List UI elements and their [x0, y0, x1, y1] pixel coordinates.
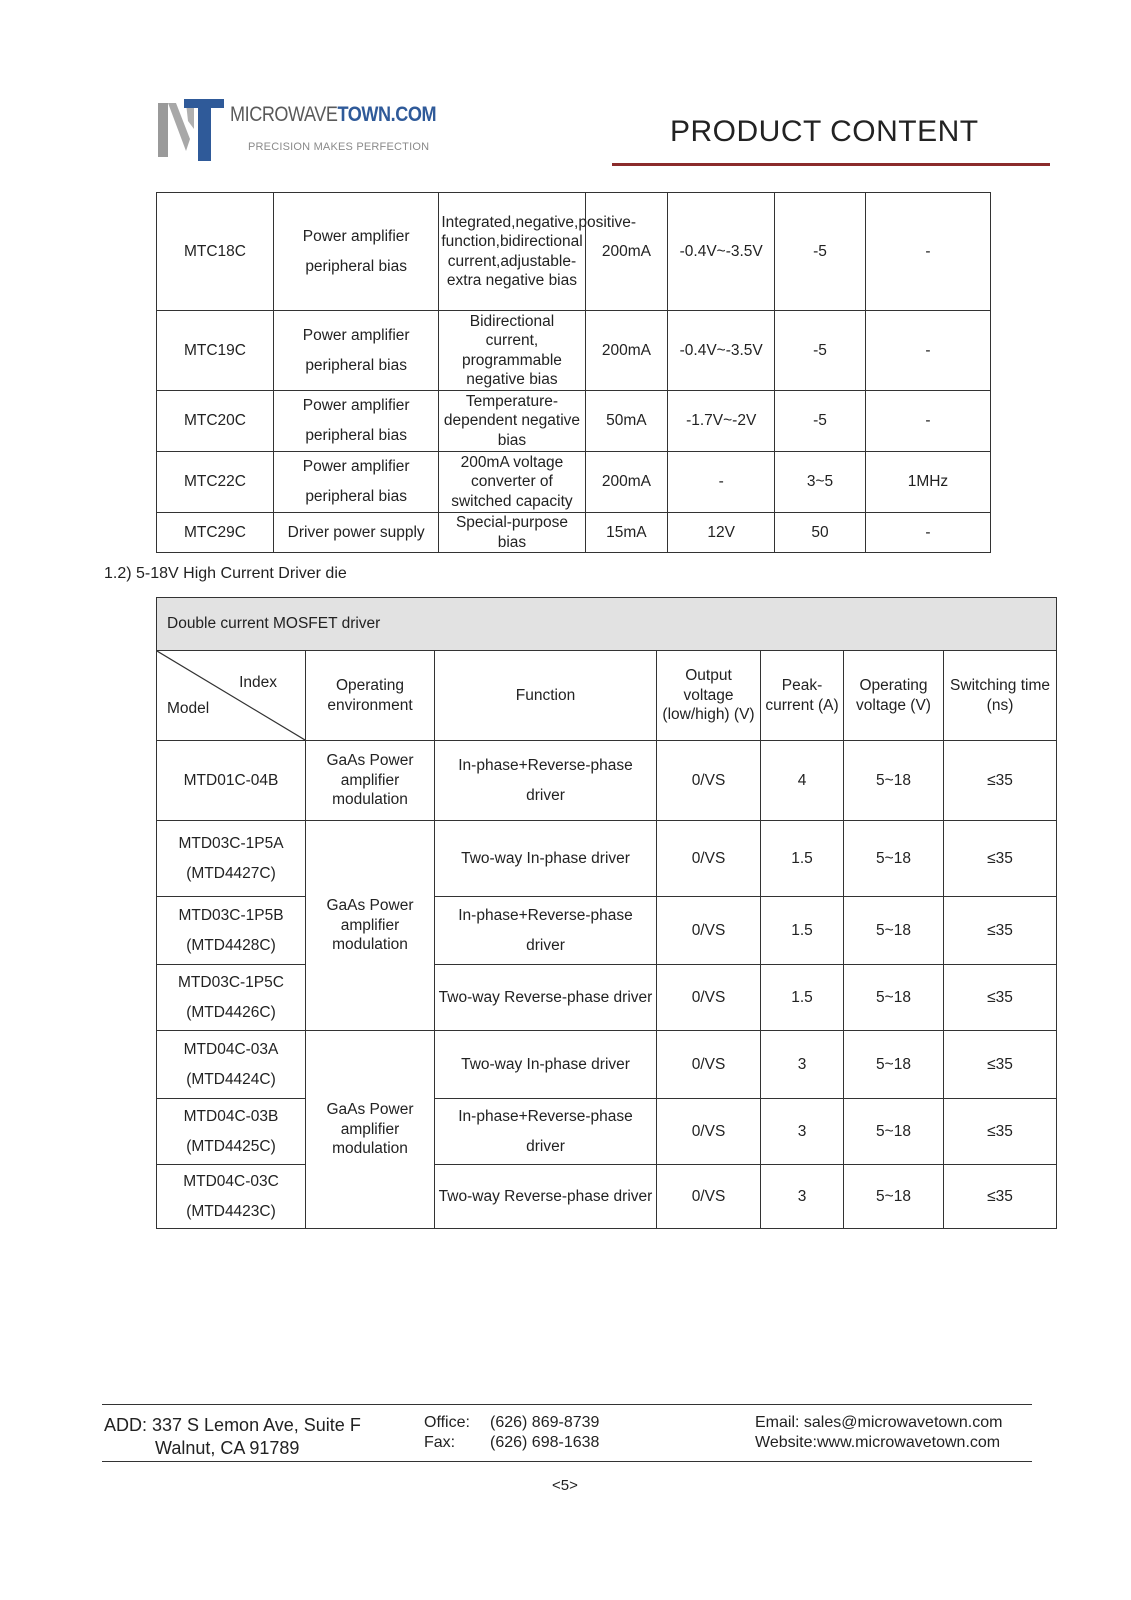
peak-current-cell: 4: [761, 741, 844, 821]
output-voltage-cell: 0/VS: [657, 1165, 761, 1229]
email: Email: sales@microwavetown.com: [755, 1414, 1003, 1431]
output-voltage-cell: 0/VS: [657, 1099, 761, 1165]
table-row: [157, 897, 1057, 965]
voltage-cell: -0.4V~-3.5V: [668, 311, 775, 391]
current-cell: 50mA: [585, 391, 668, 452]
function-cell: 200mA voltage converter of switched capacity: [439, 452, 585, 513]
title-divider: [612, 163, 1050, 166]
switching-time-cell: ≤35: [944, 821, 1057, 897]
office-label: Office:: [424, 1414, 470, 1431]
model-alias: (MTD4424C): [186, 1070, 276, 1088]
peak-current-cell: 1.5: [761, 821, 844, 897]
company-logo: [158, 99, 448, 161]
output-voltage-cell: 0/VS: [657, 1031, 761, 1099]
model-name: MTD04C-03C: [183, 1172, 279, 1190]
table-row: [157, 741, 1057, 821]
function-cell: In-phase+Reverse-phase driver: [435, 897, 657, 965]
peak-current-cell: 1.5: [761, 897, 844, 965]
peak-current-header: Peak-current (A): [761, 651, 844, 741]
index-model-header: [157, 651, 306, 741]
table-row: [157, 1031, 1057, 1099]
model-cell: [157, 965, 306, 1031]
model-name: MTD01C-04B: [183, 771, 279, 789]
office-phone: (626) 869-8739: [490, 1414, 600, 1431]
current-cell: 200mA: [585, 193, 668, 311]
table-row: [157, 311, 991, 391]
table-banner-row: [157, 598, 1057, 651]
switching-time-cell: ≤35: [944, 1031, 1057, 1099]
type-cell: Power amplifier peripheral bias: [273, 452, 438, 513]
environment-header: Operating environment: [306, 651, 435, 741]
model-alias: (MTD4425C): [186, 1137, 276, 1155]
type-cell: Power amplifier peripheral bias: [273, 193, 438, 311]
operating-voltage-cell: 5~18: [844, 821, 944, 897]
brand-name: MICROWAVETOWN.COM: [230, 103, 437, 126]
peak-current-cell: 3: [761, 1099, 844, 1165]
model-alias: (MTD4423C): [186, 1202, 276, 1220]
table-row: [157, 513, 991, 553]
operating-voltage-cell: 5~18: [844, 1165, 944, 1229]
operating-voltage-cell: 5~18: [844, 897, 944, 965]
operating-voltage-cell: 5~18: [844, 965, 944, 1031]
model-cell: MTC29C: [157, 513, 274, 553]
model-alias: (MTD4426C): [186, 1003, 276, 1021]
frequency-cell: -: [865, 391, 990, 452]
frequency-cell: 1MHz: [865, 452, 990, 513]
footer-address: [104, 1414, 361, 1460]
mt-logo-icon: [158, 99, 224, 161]
model-alias: (MTD4427C): [186, 864, 276, 882]
footer-contact: [755, 1413, 1002, 1453]
footer-phones: [424, 1413, 599, 1453]
supply-cell: -5: [775, 391, 866, 452]
voltage-cell: -1.7V~-2V: [668, 391, 775, 452]
switching-time-cell: ≤35: [944, 1099, 1057, 1165]
website: Website:www.microwavetown.com: [755, 1434, 1001, 1451]
output-voltage-header: Output voltage (low/high) (V): [657, 651, 761, 741]
peak-current-cell: 1.5: [761, 965, 844, 1031]
table-row: [157, 193, 991, 311]
environment-cell: GaAs Power amplifier modulation: [306, 821, 435, 1031]
environment-cell: GaAs Power amplifier modulation: [306, 1031, 435, 1229]
switching-time-cell: ≤35: [944, 741, 1057, 821]
peak-current-cell: 3: [761, 1031, 844, 1099]
table-banner: Double current MOSFET driver: [157, 598, 1057, 651]
model-cell: [157, 1165, 306, 1229]
operating-voltage-cell: 5~18: [844, 1031, 944, 1099]
model-cell: [157, 1099, 306, 1165]
index-label: Index: [239, 674, 277, 691]
type-cell: Driver power supply: [273, 513, 438, 553]
table-row: [157, 391, 991, 452]
model-cell: MTC18C: [157, 193, 274, 311]
supply-cell: 50: [775, 513, 866, 553]
model-name: MTD03C-1P5C: [178, 973, 284, 991]
current-cell: 200mA: [585, 452, 668, 513]
switching-time-cell: ≤35: [944, 897, 1057, 965]
page-number: <5>: [552, 1477, 578, 1494]
model-name: MTD03C-1P5B: [178, 906, 284, 924]
function-cell: Two-way Reverse-phase driver: [435, 1165, 657, 1229]
table-row: [157, 1099, 1057, 1165]
model-name: MTD04C-03A: [183, 1040, 279, 1058]
address-line-1: ADD: 337 S Lemon Ave, Suite F: [104, 1415, 361, 1435]
fax-label: Fax:: [424, 1434, 456, 1451]
frequency-cell: -: [865, 513, 990, 553]
type-cell: Power amplifier peripheral bias: [273, 311, 438, 391]
output-voltage-cell: 0/VS: [657, 741, 761, 821]
model-cell: [157, 821, 306, 897]
supply-cell: -5: [775, 193, 866, 311]
footer-top-rule: [102, 1404, 1032, 1405]
model-cell: MTC20C: [157, 391, 274, 452]
function-cell: Two-way In-phase driver: [435, 821, 657, 897]
model-cell: [157, 741, 306, 821]
switching-time-cell: ≤35: [944, 965, 1057, 1031]
operating-voltage-cell: 5~18: [844, 741, 944, 821]
function-header: Function: [435, 651, 657, 741]
environment-cell: GaAs Power amplifier modulation: [306, 741, 435, 821]
model-label: Model: [167, 700, 210, 717]
fax-phone: (626) 698-1638: [490, 1434, 600, 1451]
function-cell: Two-way In-phase driver: [435, 1031, 657, 1099]
operating-voltage-header: Operating voltage (V): [844, 651, 944, 741]
model-name: MTD04C-03B: [183, 1107, 279, 1125]
voltage-cell: -: [668, 452, 775, 513]
table-row: [157, 1165, 1057, 1229]
table-row: [157, 965, 1057, 1031]
output-voltage-cell: 0/VS: [657, 965, 761, 1031]
frequency-cell: -: [865, 193, 990, 311]
frequency-cell: -: [865, 311, 990, 391]
type-cell: Power amplifier peripheral bias: [273, 391, 438, 452]
function-cell: In-phase+Reverse-phase driver: [435, 1099, 657, 1165]
page-title: PRODUCT CONTENT: [670, 115, 979, 148]
bias-products-table: [156, 192, 991, 553]
voltage-cell: 12V: [668, 513, 775, 553]
table-row: [157, 452, 991, 513]
current-cell: 15mA: [585, 513, 668, 553]
model-cell: [157, 1031, 306, 1099]
function-cell: Temperature-dependent negative bias: [439, 391, 585, 452]
table-row: [157, 821, 1057, 897]
supply-cell: -5: [775, 311, 866, 391]
supply-cell: 3~5: [775, 452, 866, 513]
function-cell: Bidirectional current, programmable negative bias: [439, 311, 585, 391]
function-cell: In-phase+Reverse-phase driver: [435, 741, 657, 821]
model-alias: (MTD4428C): [186, 936, 276, 954]
output-voltage-cell: 0/VS: [657, 897, 761, 965]
operating-voltage-cell: 5~18: [844, 1099, 944, 1165]
switching-time-header: Switching time (ns): [944, 651, 1057, 741]
peak-current-cell: 3: [761, 1165, 844, 1229]
model-cell: MTC22C: [157, 452, 274, 513]
footer-bottom-rule: [102, 1461, 1032, 1462]
current-cell: 200mA: [585, 311, 668, 391]
model-cell: [157, 897, 306, 965]
diagonal-divider: [157, 651, 305, 740]
function-cell: Integrated,negative,positive-function,bidirectional current,adjustable-extra negative bias: [439, 193, 585, 311]
mosfet-driver-table: [156, 597, 1057, 1229]
table-header-row: [157, 651, 1057, 741]
brand-tagline: PRECISION MAKES PERFECTION: [248, 141, 430, 153]
output-voltage-cell: 0/VS: [657, 821, 761, 897]
function-cell: Two-way Reverse-phase driver: [435, 965, 657, 1031]
voltage-cell: -0.4V~-3.5V: [668, 193, 775, 311]
model-cell: MTC19C: [157, 311, 274, 391]
address-line-2: Walnut, CA 91789: [155, 1438, 300, 1458]
model-name: MTD03C-1P5A: [178, 834, 284, 852]
function-cell: Special-purpose bias: [439, 513, 585, 553]
section-heading: 1.2) 5-18V High Current Driver die: [104, 565, 347, 582]
switching-time-cell: ≤35: [944, 1165, 1057, 1229]
